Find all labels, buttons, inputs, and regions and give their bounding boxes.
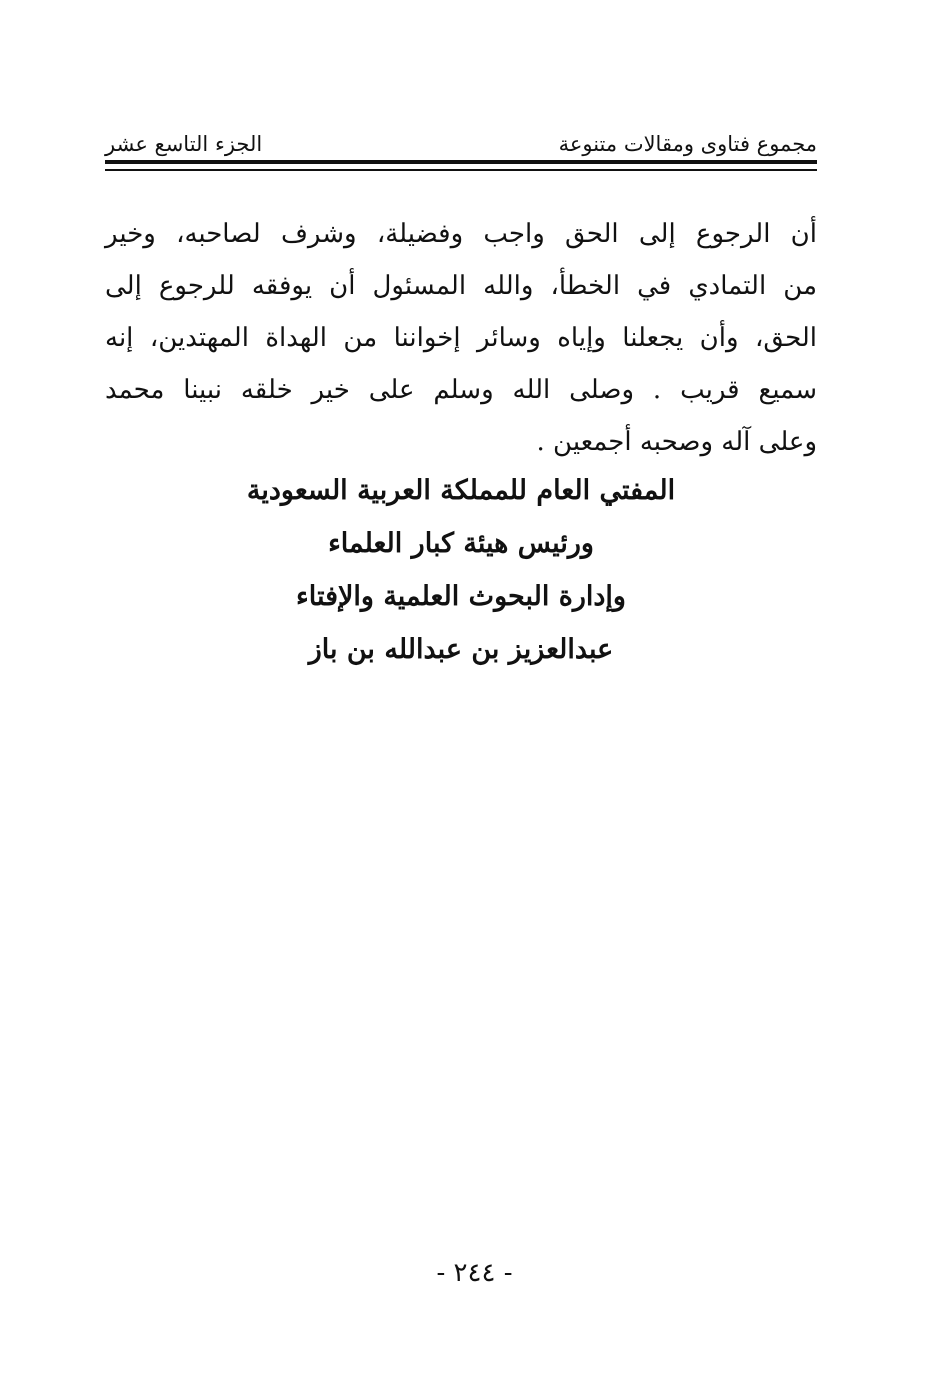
body-paragraph [105,208,817,468]
body-line: أن الرجوع إلى الحق واجب وفضيلة، وشرف لصاحبه، وخير [105,219,817,249]
book-title: مجموع فتاوى ومقالات متنوعة [558,132,817,156]
body-line: من التمادي في الخطأ، والله المسئول أن يوفقه للرجوع إلى [105,271,817,301]
signature-name: عبدالعزيز بن عبدالله بن باز [308,634,614,665]
signature-title: المفتي العام للمملكة العربية السعودية [246,475,676,506]
header-rule-thin [105,169,817,171]
signature-department: وإدارة البحوث العلمية والإفتاء [296,581,626,612]
signature-block [105,464,817,676]
page-number: - ٢٤٤ - [436,1258,513,1288]
body-line: الحق، وأن يجعلنا وإياه وسائر إخواننا من الهداة المهتدين، إنه [105,323,817,353]
volume-label: الجزء التاسع عشر [105,132,263,156]
signature-role: ورئيس هيئة كبار العلماء [328,528,594,559]
body-line: وعلى آله وصحبه أجمعين . [536,427,817,457]
header-rule-thick [105,160,817,164]
body-line: سميع قريب . وصلى الله وسلم على خير خلقه نبينا محمد [105,375,817,405]
running-header [105,118,817,158]
